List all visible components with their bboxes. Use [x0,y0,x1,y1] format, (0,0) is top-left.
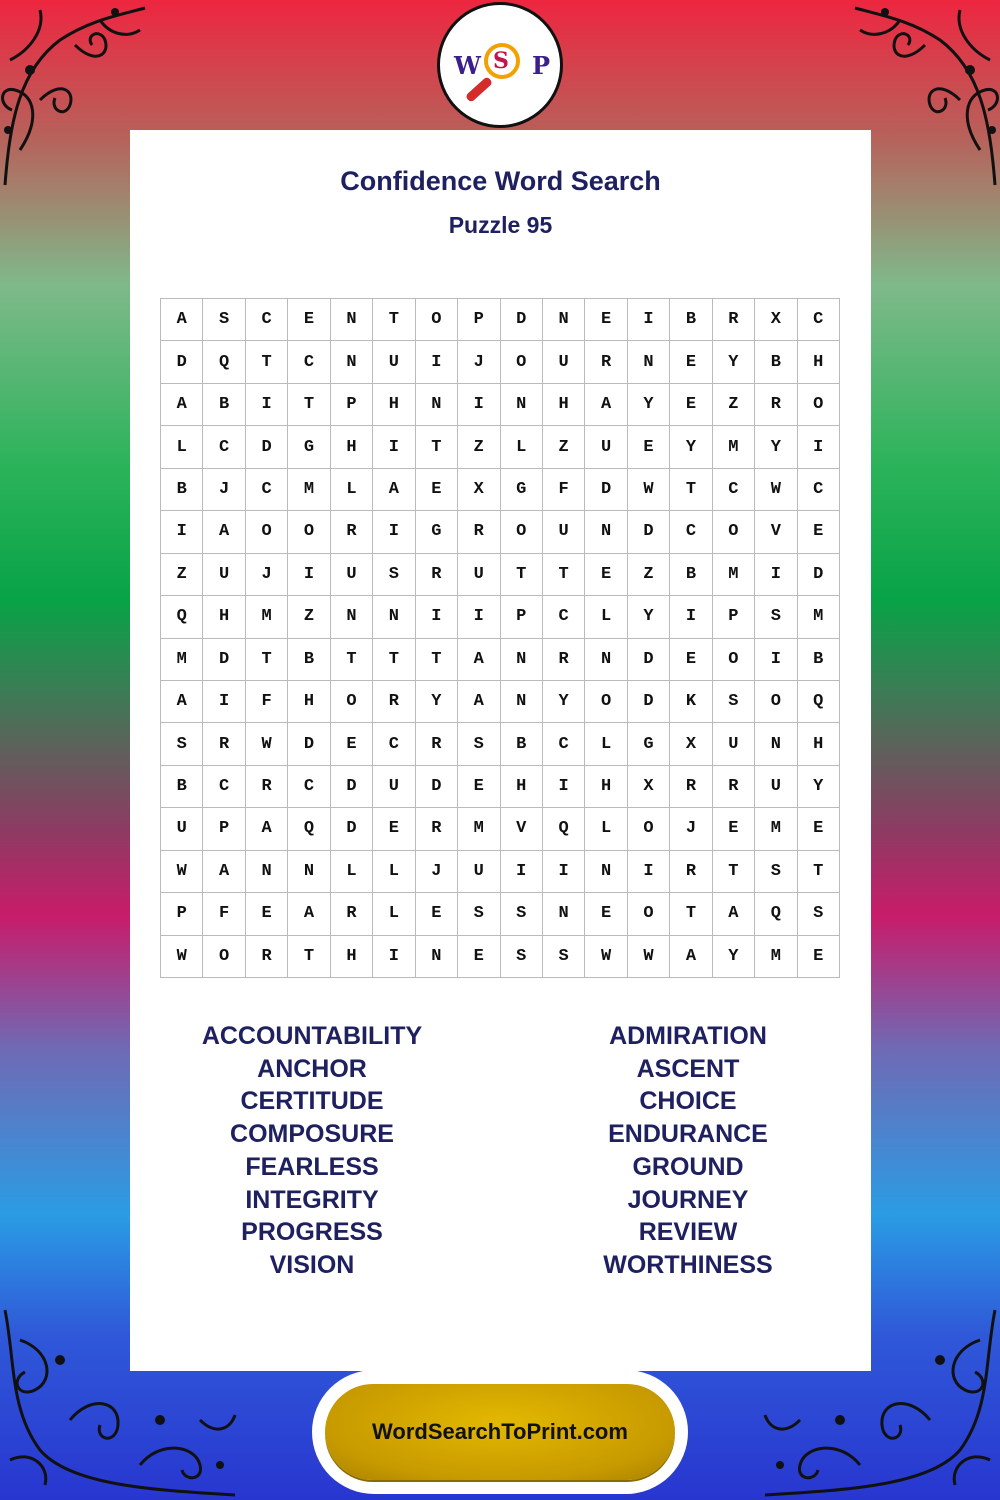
grid-cell[interactable]: M [713,554,755,596]
grid-cell[interactable]: T [501,554,543,596]
grid-cell[interactable]: D [628,639,670,681]
grid-cell[interactable]: U [543,341,585,383]
grid-cell[interactable]: F [246,681,288,723]
grid-cell[interactable]: R [670,851,712,893]
grid-cell[interactable]: W [755,469,797,511]
word-list-item: ASCENT [636,1054,740,1083]
grid-cell[interactable]: E [458,766,500,808]
grid-cell[interactable]: A [161,681,203,723]
grid-cell[interactable]: U [331,554,373,596]
grid-cell[interactable]: S [458,893,500,935]
word-list-right [538,1020,838,1282]
grid-cell[interactable]: L [373,851,415,893]
corner-ornament-top-left [0,0,150,190]
grid-cell[interactable]: O [798,384,840,426]
grid-cell[interactable]: O [585,681,627,723]
grid-cell[interactable]: V [501,808,543,850]
grid-cell[interactable]: G [416,511,458,553]
logo-letter-p: P [532,51,551,80]
grid-cell[interactable]: N [331,341,373,383]
grid-cell[interactable]: B [161,469,203,511]
grid-cell[interactable]: C [670,511,712,553]
grid-cell[interactable]: A [458,639,500,681]
grid-cell[interactable]: B [501,723,543,765]
word-list-item: WORTHINESS [603,1250,773,1279]
word-list-item: ADMIRATION [609,1022,767,1050]
grid-cell[interactable]: L [585,723,627,765]
word-list-item: ACCOUNTABILITY [201,1022,423,1050]
grid-cell[interactable]: T [246,341,288,383]
grid-cell[interactable]: I [161,511,203,553]
grid-cell[interactable]: D [501,299,543,341]
grid-cell[interactable]: E [798,936,840,978]
grid-cell[interactable]: N [331,596,373,638]
grid-cell[interactable]: I [373,936,415,978]
grid-cell[interactable]: A [203,511,245,553]
grid-cell[interactable]: O [755,681,797,723]
grid-cell[interactable]: C [373,723,415,765]
grid-cell[interactable]: D [161,341,203,383]
grid-cell[interactable]: S [543,936,585,978]
grid-cell[interactable]: N [543,299,585,341]
grid-cell[interactable]: O [203,936,245,978]
wsp-logo[interactable] [437,2,563,128]
corner-ornament-top-right [850,0,1000,190]
grid-cell[interactable]: B [161,766,203,808]
grid-cell[interactable]: R [246,936,288,978]
grid-cell[interactable]: N [416,384,458,426]
grid-cell[interactable]: A [713,893,755,935]
grid-cell[interactable]: A [585,384,627,426]
grid-cell[interactable]: D [331,808,373,850]
grid-cell[interactable]: T [543,554,585,596]
grid-cell[interactable]: I [628,299,670,341]
grid-cell[interactable]: M [288,469,330,511]
grid-cell[interactable]: Q [543,808,585,850]
grid-cell[interactable]: Z [628,554,670,596]
grid-cell[interactable]: R [203,723,245,765]
grid-cell[interactable]: O [331,681,373,723]
grid-cell[interactable]: B [670,554,712,596]
grid-cell[interactable]: N [501,639,543,681]
grid-cell[interactable]: C [203,426,245,468]
grid-cell[interactable]: G [288,426,330,468]
grid-cell[interactable]: R [713,766,755,808]
grid-cell[interactable]: C [288,766,330,808]
grid-cell[interactable]: A [373,469,415,511]
grid-cell[interactable]: S [755,596,797,638]
grid-cell[interactable]: M [755,936,797,978]
grid-cell[interactable]: N [585,511,627,553]
grid-cell[interactable]: I [755,639,797,681]
grid-cell[interactable]: O [628,808,670,850]
grid-cell[interactable]: W [161,851,203,893]
grid-cell[interactable]: E [416,893,458,935]
grid-cell[interactable]: M [713,426,755,468]
grid-cell[interactable]: O [246,511,288,553]
grid-cell[interactable]: Q [798,681,840,723]
letter-grid [160,298,840,978]
puzzle-title: Confidence Word Search [340,166,661,196]
grid-cell[interactable]: C [246,469,288,511]
grid-cell[interactable]: D [798,554,840,596]
grid-cell[interactable]: L [585,808,627,850]
grid-cell[interactable]: H [331,936,373,978]
grid-cell[interactable]: A [161,384,203,426]
grid-cell[interactable]: Q [288,808,330,850]
grid-cell[interactable]: O [416,299,458,341]
grid-cell[interactable]: N [246,851,288,893]
grid-cell[interactable]: E [585,893,627,935]
grid-cell[interactable]: W [628,936,670,978]
puzzle-panel [130,130,871,1371]
grid-cell[interactable]: B [798,639,840,681]
grid-cell[interactable]: B [670,299,712,341]
grid-cell[interactable]: U [373,341,415,383]
grid-cell[interactable]: Y [416,681,458,723]
grid-cell[interactable]: W [161,936,203,978]
grid-cell[interactable]: E [373,808,415,850]
grid-cell[interactable]: O [713,639,755,681]
grid-cell[interactable]: D [203,639,245,681]
grid-cell[interactable]: E [246,893,288,935]
grid-cell[interactable]: I [628,851,670,893]
site-link-button[interactable] [325,1384,675,1480]
grid-cell[interactable]: R [670,766,712,808]
grid-cell[interactable]: Z [458,426,500,468]
grid-cell[interactable]: N [501,384,543,426]
grid-cell[interactable]: L [501,426,543,468]
grid-cell[interactable]: R [331,511,373,553]
grid-cell[interactable]: H [288,681,330,723]
grid-cell[interactable]: M [458,808,500,850]
grid-cell[interactable]: H [798,341,840,383]
grid-cell[interactable]: D [628,511,670,553]
word-list-item: VISION [269,1250,355,1279]
grid-cell[interactable]: V [755,511,797,553]
grid-cell[interactable]: N [416,936,458,978]
grid-cell[interactable]: C [543,723,585,765]
grid-cell[interactable]: E [458,936,500,978]
grid-cell[interactable]: B [288,639,330,681]
grid-cell[interactable]: R [713,299,755,341]
grid-cell[interactable]: A [288,893,330,935]
grid-cell[interactable]: H [585,766,627,808]
grid-cell[interactable]: W [628,469,670,511]
grid-cell[interactable]: O [288,511,330,553]
grid-cell[interactable]: J [203,469,245,511]
grid-cell[interactable]: R [585,341,627,383]
grid-cell[interactable]: O [713,511,755,553]
grid-cell[interactable]: T [798,851,840,893]
grid-cell[interactable]: R [373,681,415,723]
grid-cell[interactable]: P [501,596,543,638]
grid-cell[interactable]: Y [798,766,840,808]
grid-cell[interactable]: H [543,384,585,426]
grid-cell[interactable]: D [288,723,330,765]
grid-cell[interactable]: E [670,639,712,681]
grid-cell[interactable]: O [628,893,670,935]
grid-cell[interactable]: X [755,299,797,341]
grid-cell[interactable]: C [203,766,245,808]
grid-cell[interactable]: M [755,808,797,850]
grid-cell[interactable]: S [798,893,840,935]
grid-cell[interactable]: X [458,469,500,511]
grid-cell[interactable]: S [755,851,797,893]
grid-cell[interactable]: R [246,766,288,808]
grid-cell[interactable]: E [585,299,627,341]
grid-cell[interactable]: K [670,681,712,723]
grid-cell[interactable]: L [161,426,203,468]
grid-cell[interactable]: D [628,681,670,723]
grid-cell[interactable]: I [203,681,245,723]
grid-cell[interactable]: C [798,469,840,511]
grid-cell[interactable]: J [670,808,712,850]
grid-cell[interactable]: N [628,341,670,383]
grid-cell[interactable]: R [416,808,458,850]
grid-cell[interactable]: L [373,893,415,935]
grid-cell[interactable]: O [501,511,543,553]
grid-cell[interactable]: T [373,299,415,341]
grid-cell[interactable]: E [288,299,330,341]
grid-cell[interactable]: T [416,426,458,468]
word-list-item: COMPOSURE [230,1120,394,1149]
grid-cell[interactable]: S [458,723,500,765]
grid-cell[interactable]: S [713,681,755,723]
word-list-item: REVIEW [638,1218,738,1247]
grid-cell[interactable]: U [585,426,627,468]
grid-cell[interactable]: N [373,596,415,638]
grid-cell[interactable]: T [246,639,288,681]
grid-cell[interactable]: R [331,893,373,935]
grid-cell[interactable]: F [543,469,585,511]
grid-cell[interactable]: C [713,469,755,511]
grid-cell[interactable]: G [501,469,543,511]
grid-cell[interactable]: S [373,554,415,596]
word-list-item: GROUND [632,1152,744,1181]
grid-cell[interactable]: I [670,596,712,638]
word-list-item: JOURNEY [627,1185,749,1214]
grid-cell[interactable]: N [331,299,373,341]
grid-cell[interactable]: Y [713,936,755,978]
grid-cell[interactable]: O [501,341,543,383]
grid-cell[interactable]: Q [755,893,797,935]
grid-cell[interactable]: L [585,596,627,638]
grid-cell[interactable]: Z [288,596,330,638]
grid-cell[interactable]: I [416,341,458,383]
grid-cell[interactable]: I [798,426,840,468]
logo-letter-s: S [493,48,509,74]
grid-cell[interactable]: B [755,341,797,383]
grid-cell[interactable]: I [416,596,458,638]
grid-cell[interactable]: I [373,511,415,553]
grid-cell[interactable]: S [161,723,203,765]
grid-cell[interactable]: I [458,596,500,638]
grid-cell[interactable]: H [203,596,245,638]
grid-cell[interactable]: N [543,893,585,935]
word-list-item: INTEGRITY [245,1185,379,1214]
site-link-label: WordSearchToPrint.com [372,1419,628,1444]
grid-cell[interactable]: I [288,554,330,596]
grid-cell[interactable]: T [670,893,712,935]
word-list-item: FEARLESS [245,1152,379,1181]
grid-cell[interactable]: E [798,511,840,553]
grid-cell[interactable]: N [585,639,627,681]
grid-cell[interactable]: I [501,851,543,893]
grid-cell[interactable]: S [203,299,245,341]
grid-cell[interactable]: Y [628,596,670,638]
grid-cell[interactable]: D [585,469,627,511]
word-list-item: PROGRESS [241,1218,383,1247]
grid-cell[interactable]: Z [713,384,755,426]
grid-cell[interactable]: N [755,723,797,765]
grid-cell[interactable]: C [798,299,840,341]
grid-cell[interactable]: U [713,723,755,765]
grid-cell[interactable]: S [501,893,543,935]
word-list-item: CERTITUDE [240,1087,384,1116]
grid-cell[interactable]: A [203,851,245,893]
grid-cell[interactable]: E [670,384,712,426]
grid-cell[interactable]: U [458,851,500,893]
grid-cell[interactable]: Q [161,596,203,638]
grid-cell[interactable]: H [331,426,373,468]
grid-cell[interactable]: R [416,723,458,765]
grid-cell[interactable]: M [246,596,288,638]
grid-cell[interactable]: U [161,808,203,850]
puzzle-number: Puzzle 95 [448,212,553,238]
grid-cell[interactable]: Z [161,554,203,596]
grid-cell[interactable]: H [501,766,543,808]
grid-cell[interactable]: Y [755,426,797,468]
grid-cell[interactable]: E [713,808,755,850]
grid-cell[interactable]: G [628,723,670,765]
grid-cell[interactable]: R [416,554,458,596]
grid-cell[interactable]: B [203,384,245,426]
word-list-left [162,1020,462,1282]
grid-cell[interactable]: P [161,893,203,935]
grid-cell[interactable]: Y [670,426,712,468]
grid-cell[interactable]: Y [628,384,670,426]
grid-cell[interactable]: X [628,766,670,808]
grid-cell[interactable]: E [585,554,627,596]
grid-cell[interactable]: T [373,639,415,681]
grid-cell[interactable]: C [543,596,585,638]
grid-cell[interactable]: P [713,596,755,638]
grid-cell[interactable]: T [288,384,330,426]
grid-cell[interactable]: M [798,596,840,638]
grid-cell[interactable]: Z [543,426,585,468]
word-list-item: CHOICE [639,1087,737,1116]
logo-letter-w: W [454,51,481,80]
grid-cell[interactable]: L [331,851,373,893]
grid-cell[interactable]: A [458,681,500,723]
grid-cell[interactable]: U [755,766,797,808]
word-list-item: ENDURANCE [608,1120,768,1149]
grid-cell[interactable]: N [585,851,627,893]
grid-cell[interactable]: I [373,426,415,468]
grid-cell[interactable]: Y [713,341,755,383]
grid-cell[interactable]: P [203,808,245,850]
grid-cell[interactable]: J [246,554,288,596]
grid-cell[interactable]: H [798,723,840,765]
grid-cell[interactable]: N [501,681,543,723]
magnifier-handle [465,76,493,103]
grid-cell[interactable]: X [670,723,712,765]
grid-cell[interactable]: T [288,936,330,978]
grid-cell[interactable]: A [670,936,712,978]
grid-cell[interactable]: D [331,766,373,808]
grid-cell[interactable]: I [458,384,500,426]
grid-cell[interactable]: F [203,893,245,935]
grid-cell[interactable]: A [246,808,288,850]
grid-cell[interactable]: R [458,511,500,553]
grid-cell[interactable]: H [373,384,415,426]
grid-cell[interactable]: D [416,766,458,808]
grid-cell[interactable]: I [755,554,797,596]
grid-cell[interactable]: J [416,851,458,893]
grid-cell[interactable]: S [501,936,543,978]
grid-cell[interactable]: E [416,469,458,511]
grid-cell[interactable]: P [458,299,500,341]
grid-cell[interactable]: Y [543,681,585,723]
grid-cell[interactable]: C [246,299,288,341]
grid-cell[interactable]: U [458,554,500,596]
grid-cell[interactable]: N [288,851,330,893]
grid-cell[interactable]: I [543,851,585,893]
grid-cell[interactable]: E [628,426,670,468]
grid-cell[interactable]: D [246,426,288,468]
grid-cell[interactable]: U [373,766,415,808]
grid-cell[interactable]: I [246,384,288,426]
grid-cell[interactable]: C [288,341,330,383]
grid-cell[interactable]: P [331,384,373,426]
grid-cell[interactable]: I [543,766,585,808]
grid-cell[interactable]: R [755,384,797,426]
grid-cell[interactable]: Q [203,341,245,383]
grid-cell[interactable]: U [203,554,245,596]
grid-cell[interactable]: A [161,299,203,341]
grid-cell[interactable]: E [670,341,712,383]
grid-cell[interactable]: M [161,639,203,681]
grid-cell[interactable]: L [331,469,373,511]
grid-cell[interactable]: T [331,639,373,681]
grid-cell[interactable]: T [416,639,458,681]
grid-cell[interactable]: U [543,511,585,553]
grid-cell[interactable]: T [713,851,755,893]
grid-cell[interactable]: E [331,723,373,765]
word-list-item: ANCHOR [257,1054,367,1083]
grid-cell[interactable]: E [798,808,840,850]
grid-cell[interactable]: T [670,469,712,511]
grid-cell[interactable]: W [246,723,288,765]
grid-cell[interactable]: R [543,639,585,681]
grid-cell[interactable]: W [585,936,627,978]
grid-cell[interactable]: J [458,341,500,383]
